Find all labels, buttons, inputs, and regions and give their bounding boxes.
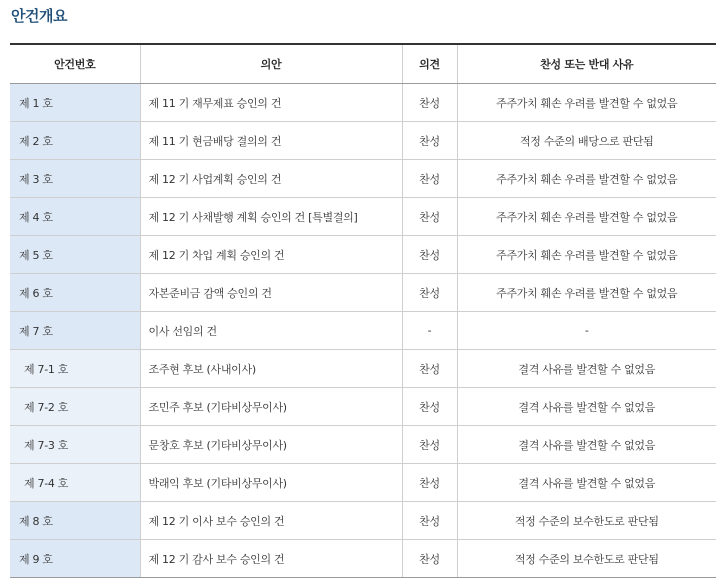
opinion-cell: 찬성	[402, 350, 457, 388]
reason-cell: 적정 수준의 보수한도로 판단됨	[457, 502, 716, 540]
agenda-subject-cell: 자본준비금 감액 승인의 건	[140, 274, 402, 312]
agenda-subject-cell: 조주현 후보 (사내이사)	[140, 350, 402, 388]
reason-cell: 주주가치 훼손 우려를 발견할 수 없었음	[457, 84, 716, 122]
agenda-subject-cell: 제 12 기 사채발행 계획 승인의 건 [특별결의]	[140, 198, 402, 236]
agenda-number-cell: 제 7-1 호	[10, 350, 140, 388]
table-row	[10, 502, 716, 540]
opinion-cell: 찬성	[402, 502, 457, 540]
agenda-subject-cell: 문창호 후보 (기타비상무이사)	[140, 426, 402, 464]
reason-cell: 결격 사유를 발견할 수 없었음	[457, 388, 716, 426]
column-header-reason: 찬성 또는 반대 사유	[457, 44, 716, 84]
table-row	[10, 388, 716, 426]
opinion-cell: 찬성	[402, 274, 457, 312]
table-row	[10, 122, 716, 160]
agenda-table-header	[10, 44, 716, 84]
reason-cell: 주주가치 훼손 우려를 발견할 수 없었음	[457, 198, 716, 236]
table-row	[10, 464, 716, 502]
opinion-cell: 찬성	[402, 540, 457, 578]
agenda-subject-cell: 조민주 후보 (기타비상무이사)	[140, 388, 402, 426]
opinion-cell: 찬성	[402, 198, 457, 236]
reason-cell: 적정 수준의 보수한도로 판단됨	[457, 540, 716, 578]
agenda-table	[10, 43, 716, 578]
agenda-number-cell: 제 7 호	[10, 312, 140, 350]
table-row	[10, 312, 716, 350]
opinion-cell: 찬성	[402, 160, 457, 198]
reason-cell: 주주가치 훼손 우려를 발견할 수 없었음	[457, 236, 716, 274]
table-row	[10, 350, 716, 388]
agenda-number-cell: 제 7-4 호	[10, 464, 140, 502]
agenda-number-cell: 제 9 호	[10, 540, 140, 578]
table-row	[10, 236, 716, 274]
agenda-number-cell: 제 3 호	[10, 160, 140, 198]
agenda-number-cell: 제 5 호	[10, 236, 140, 274]
column-header-agenda-no: 안건번호	[10, 44, 140, 84]
table-row	[10, 274, 716, 312]
agenda-subject-cell: 제 12 기 감사 보수 승인의 건	[140, 540, 402, 578]
agenda-number-cell: 제 4 호	[10, 198, 140, 236]
table-row	[10, 426, 716, 464]
reason-cell: 주주가치 훼손 우려를 발견할 수 없었음	[457, 274, 716, 312]
agenda-subject-cell: 제 12 기 이사 보수 승인의 건	[140, 502, 402, 540]
agenda-subject-cell: 제 11 기 재무제표 승인의 건	[140, 84, 402, 122]
reason-cell: 결격 사유를 발견할 수 없었음	[457, 350, 716, 388]
opinion-cell: 찬성	[402, 236, 457, 274]
table-row	[10, 84, 716, 122]
agenda-subject-cell: 제 12 기 사업계획 승인의 건	[140, 160, 402, 198]
agenda-subject-cell: 제 11 기 현금배당 결의의 건	[140, 122, 402, 160]
agenda-number-cell: 제 7-3 호	[10, 426, 140, 464]
reason-cell: 주주가치 훼손 우려를 발견할 수 없었음	[457, 160, 716, 198]
opinion-cell: 찬성	[402, 464, 457, 502]
agenda-subject-cell: 박래익 후보 (기타비상무이사)	[140, 464, 402, 502]
page-title: 안건개요	[11, 7, 67, 25]
table-row	[10, 540, 716, 578]
opinion-cell: 찬성	[402, 388, 457, 426]
opinion-cell: 찬성	[402, 426, 457, 464]
opinion-cell: 찬성	[402, 84, 457, 122]
reason-cell: -	[457, 312, 716, 350]
opinion-cell: -	[402, 312, 457, 350]
agenda-table-body	[10, 84, 716, 578]
header-row	[10, 44, 716, 84]
agenda-number-cell: 제 7-2 호	[10, 388, 140, 426]
agenda-number-cell: 제 1 호	[10, 84, 140, 122]
agenda-number-cell: 제 2 호	[10, 122, 140, 160]
agenda-number-cell: 제 8 호	[10, 502, 140, 540]
agenda-subject-cell: 제 12 기 차입 계획 승인의 건	[140, 236, 402, 274]
column-header-subject: 의안	[140, 44, 402, 84]
reason-cell: 적정 수준의 배당으로 판단됨	[457, 122, 716, 160]
table-row	[10, 160, 716, 198]
column-header-opinion: 의견	[402, 44, 457, 84]
reason-cell: 결격 사유를 발견할 수 없었음	[457, 426, 716, 464]
agenda-number-cell: 제 6 호	[10, 274, 140, 312]
opinion-cell: 찬성	[402, 122, 457, 160]
agenda-subject-cell: 이사 선임의 건	[140, 312, 402, 350]
table-row	[10, 198, 716, 236]
reason-cell: 결격 사유를 발견할 수 없었음	[457, 464, 716, 502]
